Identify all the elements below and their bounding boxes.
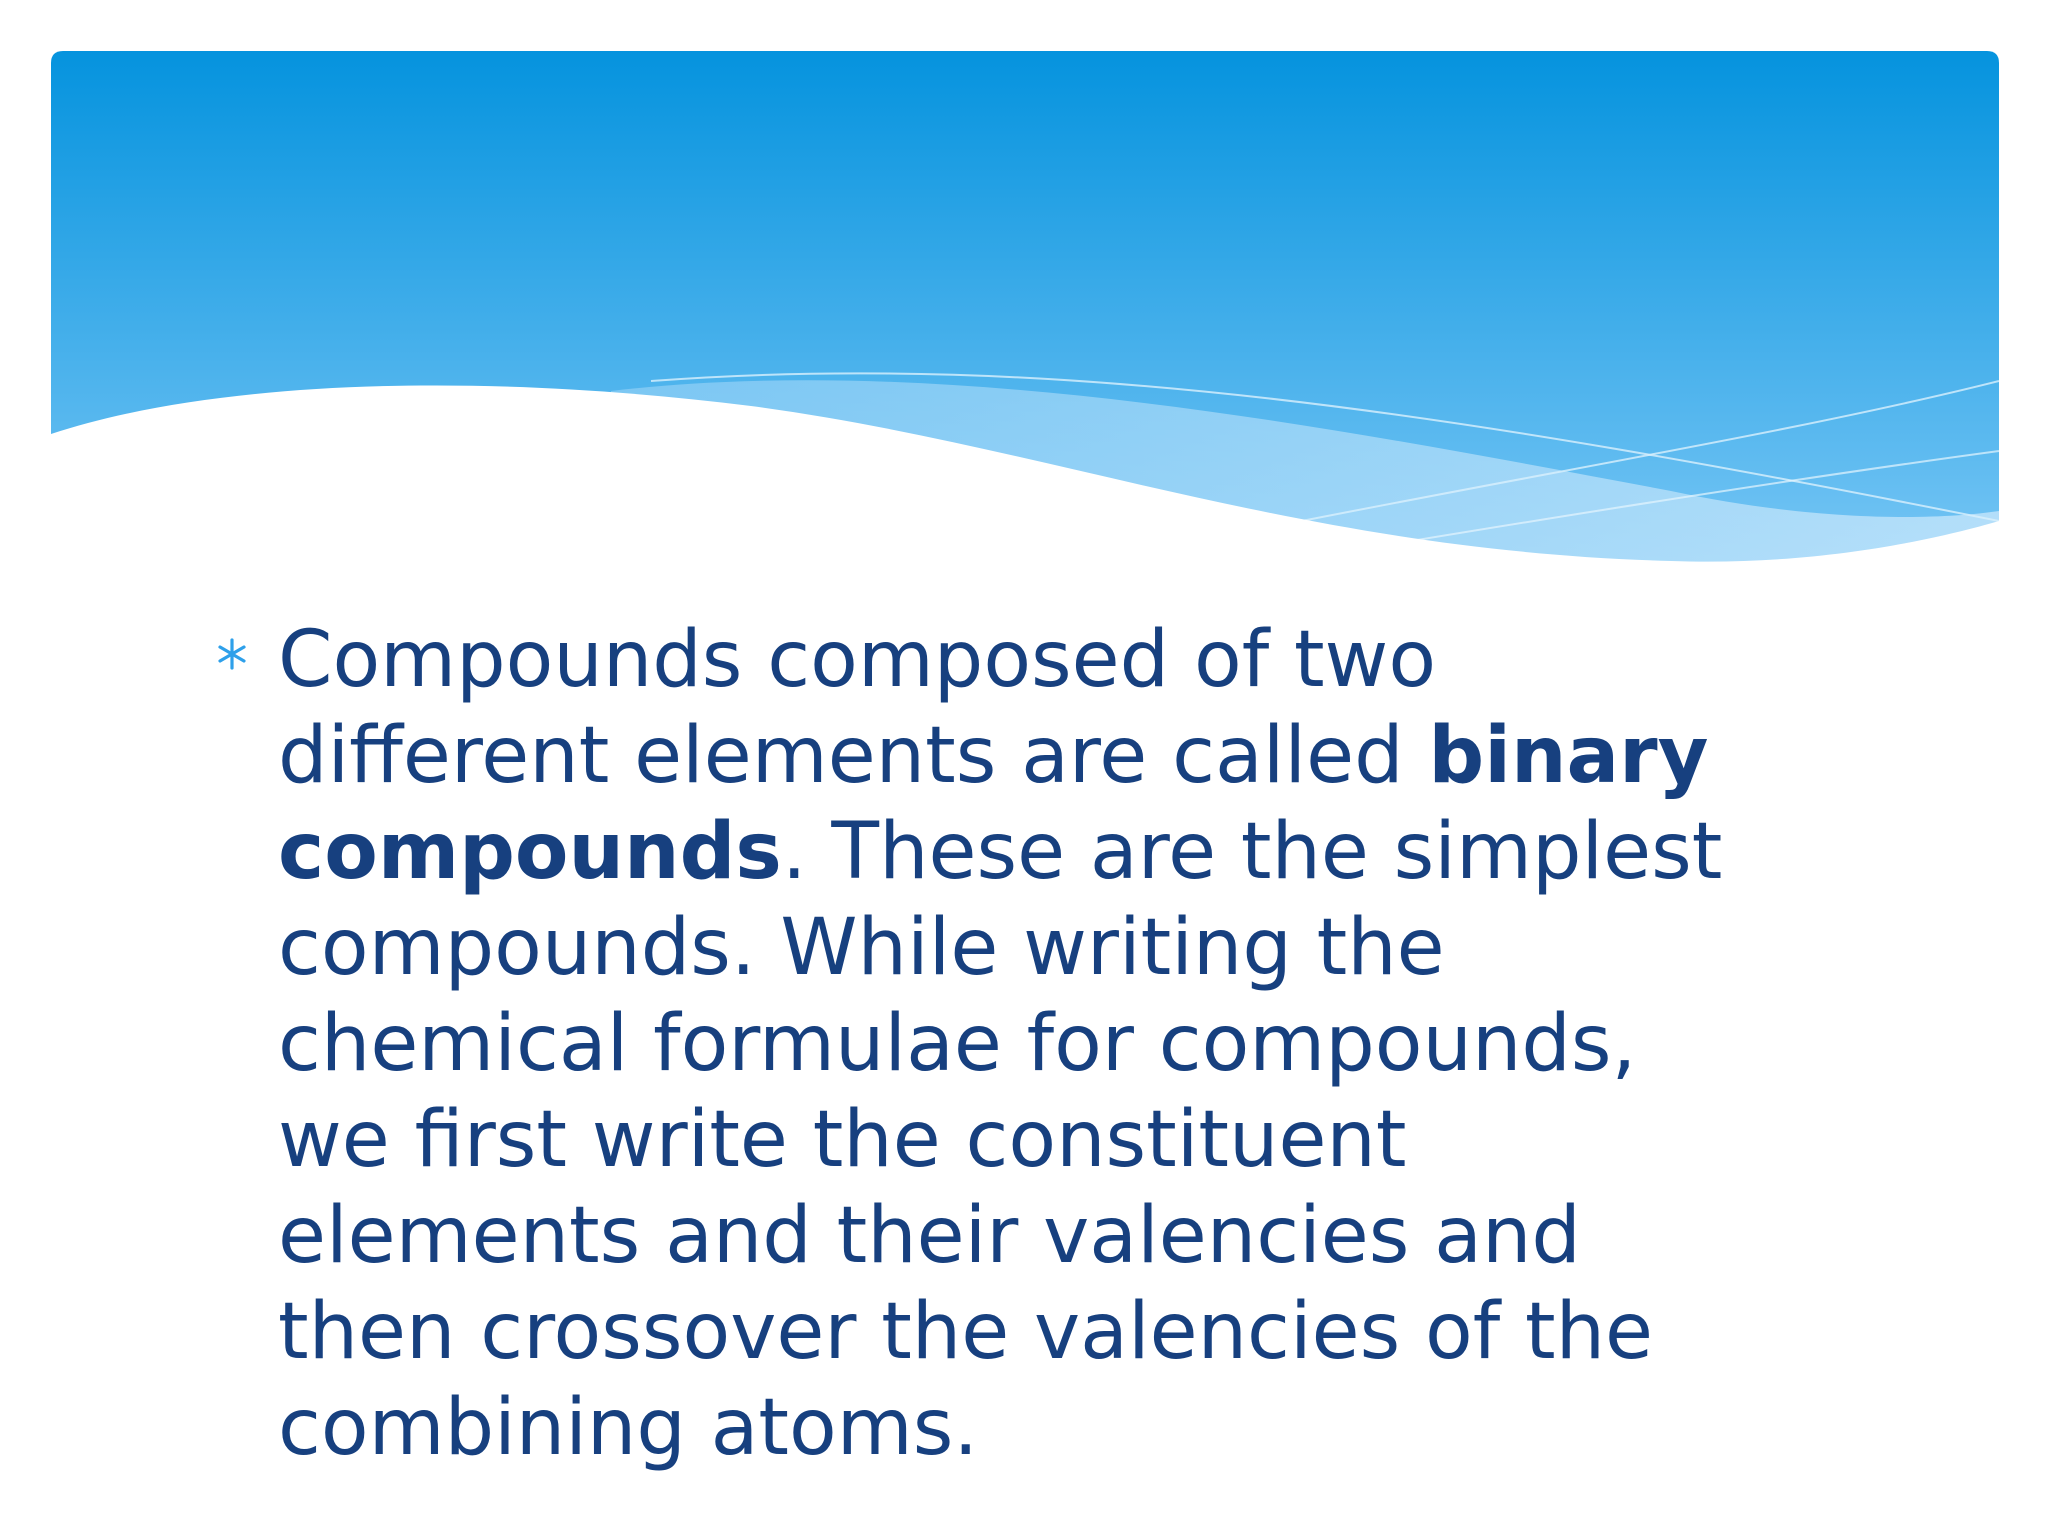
asterisk-bullet-icon (212, 634, 252, 674)
bullet-text-part-2: . These are the simplest compounds. While writing the chemical formulae for compounds, we first write the constituent elements and their valencies and then crossover the valencies of the combining atoms. (278, 807, 1723, 1473)
bullet-text (278, 612, 1772, 1476)
bullet-item (212, 612, 1772, 1476)
slide-body (212, 612, 1772, 1476)
bullet-text-part-1: Compounds composed of two different elements are called (278, 615, 1437, 801)
header-wave-banner (51, 51, 1999, 591)
bullet-text-bold-term: binary compounds (278, 711, 1709, 897)
